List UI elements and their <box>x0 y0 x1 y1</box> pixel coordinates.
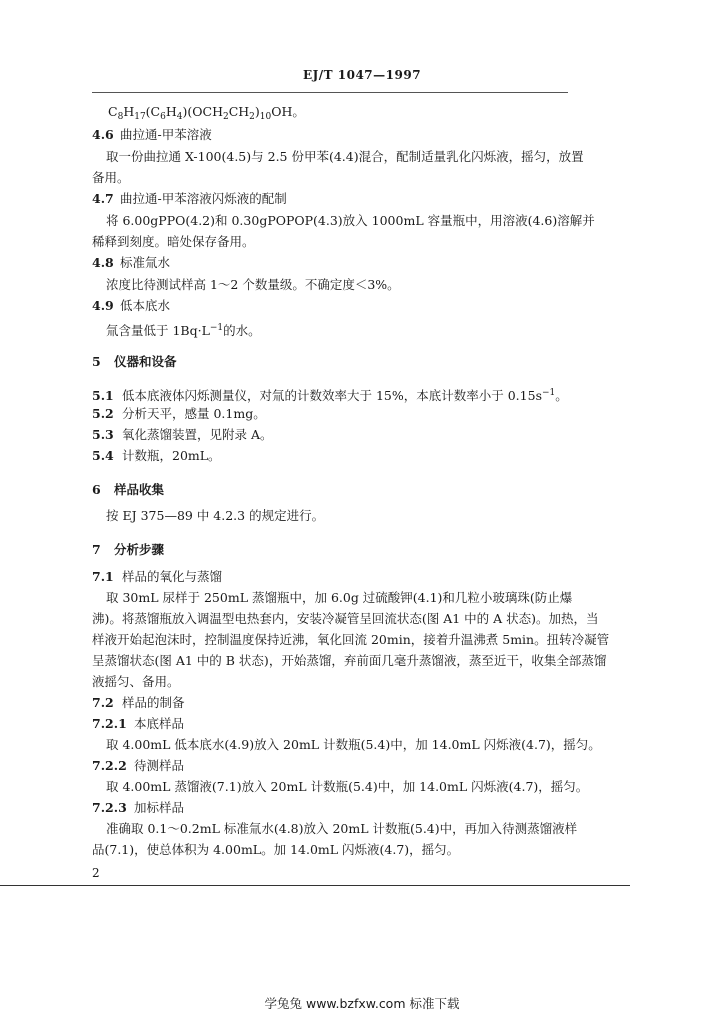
formula-sub: 4 <box>176 112 183 122</box>
clause-title: 加标样品 <box>134 800 185 815</box>
section-title: 曲拉通-甲苯溶液闪烁液的配制 <box>120 191 287 206</box>
paragraph: 沸)。将蒸馏瓶放入调温型电热套内，安装冷凝管呈回流状态(图 A1 中的 A 状态)。加热，当 <box>92 611 599 626</box>
formula-part: H <box>123 104 135 119</box>
clause-5-4 <box>92 448 221 464</box>
clause-number: 7.2.2 <box>92 758 127 773</box>
clause-number: 7.1 <box>92 569 114 584</box>
paragraph: 备用。 <box>92 170 130 185</box>
clause-text: 氧化蒸馏装置，见附录 A。 <box>122 427 273 442</box>
text-run: 氚含量低于 1Bq·L <box>106 323 210 338</box>
paragraph: 取 30mL 尿样于 250mL 蒸馏瓶中，加 6.0g 过硫酸钾(4.1)和几粒小玻璃珠(防止爆 <box>106 590 573 605</box>
formula-sub: 2 <box>222 112 229 122</box>
section-title: 低本底水 <box>120 298 171 313</box>
paragraph: 呈蒸馏状态(图 A1 中的 B 状态)，开始蒸馏，弃前面几毫升蒸馏液，蒸至近干，收集全部蒸馏 <box>92 653 607 668</box>
paragraph: 取一份曲拉通 X-100(4.5)与 2.5 份甲苯(4.4)混合，配制适量乳化闪烁液，摇匀，放置 <box>106 149 584 164</box>
section-4-9-heading <box>92 298 170 314</box>
clause-title: 样品的制备 <box>122 695 185 710</box>
clause-title: 本底样品 <box>134 716 185 731</box>
clause-7-2-1-heading <box>92 716 184 732</box>
formula-sub: 8 <box>117 112 124 122</box>
section-title: 分析步骤 <box>114 542 165 557</box>
clause-7-2-2-heading <box>92 758 184 774</box>
formula-part: ) <box>254 104 260 119</box>
clause-7-2-3-heading <box>92 800 184 816</box>
formula-sub: 17 <box>134 112 146 122</box>
text-run: 的水。 <box>223 323 261 338</box>
clause-number: 7.2.1 <box>92 716 127 731</box>
section-title: 仪器和设备 <box>114 354 177 369</box>
clause-title: 样品的氧化与蒸馏 <box>122 569 223 584</box>
clause-number: 5.1 <box>92 388 114 403</box>
chemical-formula <box>108 104 305 125</box>
section-6-heading <box>92 482 164 498</box>
footer-watermark: 学兔兔 www.bzfxw.com 标准下载 <box>264 996 460 1011</box>
formula-part: CH <box>228 104 250 119</box>
paragraph: 浓度比待测试样高 1～2 个数量级。不确定度＜3%。 <box>106 277 400 292</box>
paragraph: 准确取 0.1～0.2mL 标准氚水(4.8)放入 20mL 计数瓶(5.4)中，再加入待测蒸馏液样 <box>106 821 578 836</box>
header-rule <box>92 92 568 93</box>
paragraph: 液摇匀、备用。 <box>92 674 180 689</box>
text-run: 低本底液体闪烁测量仪，对氚的计数效率大于 15%，本底计数率小于 0.15s <box>122 388 542 403</box>
paragraph: 将 6.00gPPO(4.2)和 0.30gPOPOP(4.3)放入 1000mL 容量瓶中，用溶液(4.6)溶解并 <box>106 213 595 228</box>
section-5-heading <box>92 354 177 370</box>
section-number: 4.6 <box>92 127 114 142</box>
section-title: 曲拉通-甲苯溶液 <box>120 127 212 142</box>
text-run: 。 <box>555 388 568 403</box>
section-number: 6 <box>92 482 101 497</box>
paragraph: 取 4.00mL 低本底水(4.9)放入 20mL 计数瓶(5.4)中，加 14.0mL 闪烁液(4.7)，摇匀。 <box>106 737 601 752</box>
formula-sub: 6 <box>160 112 166 122</box>
formula-sub: 10 <box>259 112 272 122</box>
clause-number: 7.2 <box>92 695 114 710</box>
section-title: 样品收集 <box>114 482 165 497</box>
formula-part: H <box>165 104 177 119</box>
clause-number: 5.3 <box>92 427 114 442</box>
superscript: −1 <box>209 323 224 333</box>
section-7-heading <box>92 542 164 558</box>
clause-5-1 <box>92 385 568 404</box>
section-4-6-heading <box>92 127 212 143</box>
paragraph <box>106 320 261 339</box>
clause-text: 计数瓶，20mL。 <box>122 448 221 463</box>
page-number: 2 <box>92 866 100 880</box>
section-number: 7 <box>92 542 101 557</box>
section-number: 4.8 <box>92 255 114 270</box>
formula-sub: 2 <box>249 112 255 122</box>
clause-number: 5.4 <box>92 448 114 463</box>
section-4-7-heading <box>92 191 287 207</box>
clause-7-2-heading <box>92 695 185 711</box>
clause-7-1-heading <box>92 569 222 585</box>
paragraph: 样液开始起泡沫时，控制温度保持近沸，氧化回流 20min，接着升温沸煮 5min。扭转冷凝管 <box>92 632 610 647</box>
page-header: EJ/T 1047—1997 <box>302 68 422 82</box>
paragraph: 品(7.1)，使总体积为 4.00mL。加 14.0mL 闪烁液(4.7)，摇匀。 <box>92 842 460 857</box>
clause-number: 5.2 <box>92 406 114 421</box>
formula-part: OH。 <box>271 104 305 119</box>
section-4-8-heading <box>92 255 170 271</box>
formula-part: C <box>108 104 118 119</box>
formula-part: )(OCH <box>182 104 223 119</box>
superscript: −1 <box>541 388 556 398</box>
paragraph: 按 EJ 375—89 中 4.2.3 的规定进行。 <box>106 508 325 523</box>
paragraph: 取 4.00mL 蒸馏液(7.1)放入 20mL 计数瓶(5.4)中，加 14.0mL 闪烁液(4.7)，摇匀。 <box>106 779 589 794</box>
section-number: 4.9 <box>92 298 114 313</box>
paragraph: 稀释到刻度。暗处保存备用。 <box>92 234 255 249</box>
clause-number: 7.2.3 <box>92 800 127 815</box>
clause-title: 待测样品 <box>134 758 185 773</box>
clause-5-3 <box>92 427 273 443</box>
clause-text: 分析天平，感量 0.1mg。 <box>122 406 266 421</box>
clause-5-2 <box>92 406 266 422</box>
section-number: 4.7 <box>92 191 114 206</box>
formula-part: (C <box>145 104 161 119</box>
section-title: 标准氚水 <box>120 255 171 270</box>
footer-rule <box>0 885 630 886</box>
section-number: 5 <box>92 354 101 369</box>
